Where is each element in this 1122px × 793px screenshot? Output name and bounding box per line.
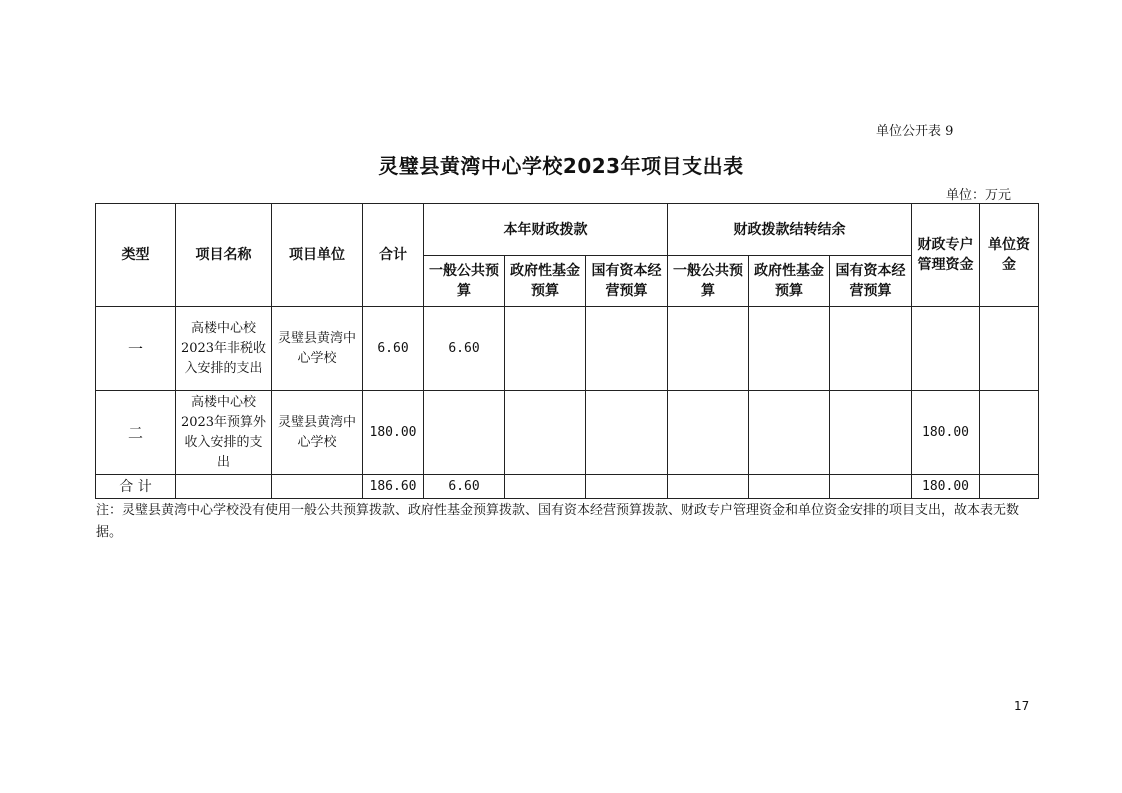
header-co-gov-fund: 政府性基金预算 — [749, 256, 830, 307]
row-cy-general: 6.60 — [424, 307, 505, 391]
row-co-general — [668, 391, 749, 475]
row-co-general — [668, 307, 749, 391]
row-project-unit: 灵璧县黄湾中心学校 — [272, 307, 363, 391]
header-cy-state-capital: 国有资本经营预算 — [586, 256, 668, 307]
row-code: 二 — [96, 391, 176, 475]
table-row — [96, 307, 1039, 391]
page-number: 17 — [1014, 699, 1030, 713]
row-total: 6.60 — [363, 307, 424, 391]
row-unit-funds — [980, 391, 1039, 475]
row-co-gov-fund — [749, 391, 830, 475]
total-cy-general: 6.60 — [424, 475, 505, 499]
row-special-account — [912, 307, 980, 391]
total-empty-cell — [668, 475, 749, 499]
total-empty-cell — [272, 475, 363, 499]
total-label: 合 计 — [96, 475, 176, 499]
unit-label: 单位：万元 — [946, 188, 1012, 203]
row-cy-gov-fund — [505, 307, 586, 391]
footnote: 注：灵璧县黄湾中心学校没有使用一般公共预算拨款、政府性基金预算拨款、国有资本经营预算拨款、财政专户管理资金和单位资金安排的项目支出，故本表无数据。 — [96, 503, 1020, 540]
row-total: 180.00 — [363, 391, 424, 475]
total-empty-cell — [830, 475, 912, 499]
row-project-name: 高楼中心校2023年非税收入安排的支出 — [176, 307, 272, 391]
row-cy-general — [424, 391, 505, 475]
header-project-name: 项目名称 — [176, 204, 272, 307]
total-empty-cell — [749, 475, 830, 499]
project-expenditure-table — [95, 203, 1039, 499]
total-empty-cell — [980, 475, 1039, 499]
header-co-general: 一般公共预算 — [668, 256, 749, 307]
header-unit-funds: 单位资金 — [980, 204, 1039, 307]
header-special-account: 财政专户管理资金 — [912, 204, 980, 307]
total-empty-cell — [176, 475, 272, 499]
total-sum: 186.60 — [363, 475, 424, 499]
header-cy-general: 一般公共预算 — [424, 256, 505, 307]
header-row-1 — [96, 204, 1039, 256]
row-unit-funds — [980, 307, 1039, 391]
row-cy-state-capital — [586, 307, 668, 391]
total-row — [96, 475, 1039, 499]
total-special-account: 180.00 — [912, 475, 980, 499]
row-cy-state-capital — [586, 391, 668, 475]
header-type: 类型 — [96, 204, 176, 307]
header-co-state-capital: 国有资本经营预算 — [830, 256, 912, 307]
row-project-unit: 灵璧县黄湾中心学校 — [272, 391, 363, 475]
header-cy-gov-fund: 政府性基金预算 — [505, 256, 586, 307]
row-co-state-capital — [830, 391, 912, 475]
row-special-account: 180.00 — [912, 391, 980, 475]
header-current-year: 本年财政拨款 — [424, 204, 668, 256]
row-cy-gov-fund — [505, 391, 586, 475]
header-project-unit: 项目单位 — [272, 204, 363, 307]
row-co-state-capital — [830, 307, 912, 391]
header-total: 合计 — [363, 204, 424, 307]
row-project-name: 高楼中心校2023年预算外收入安排的支出 — [176, 391, 272, 475]
row-code: 一 — [96, 307, 176, 391]
table-row — [96, 391, 1039, 475]
page-title: 灵璧县黄湾中心学校2023年项目支出表 — [378, 154, 744, 178]
total-empty-cell — [505, 475, 586, 499]
row-co-gov-fund — [749, 307, 830, 391]
form-number: 单位公开表 9 — [876, 124, 954, 139]
total-empty-cell — [586, 475, 668, 499]
header-carryover: 财政拨款结转结余 — [668, 204, 912, 256]
